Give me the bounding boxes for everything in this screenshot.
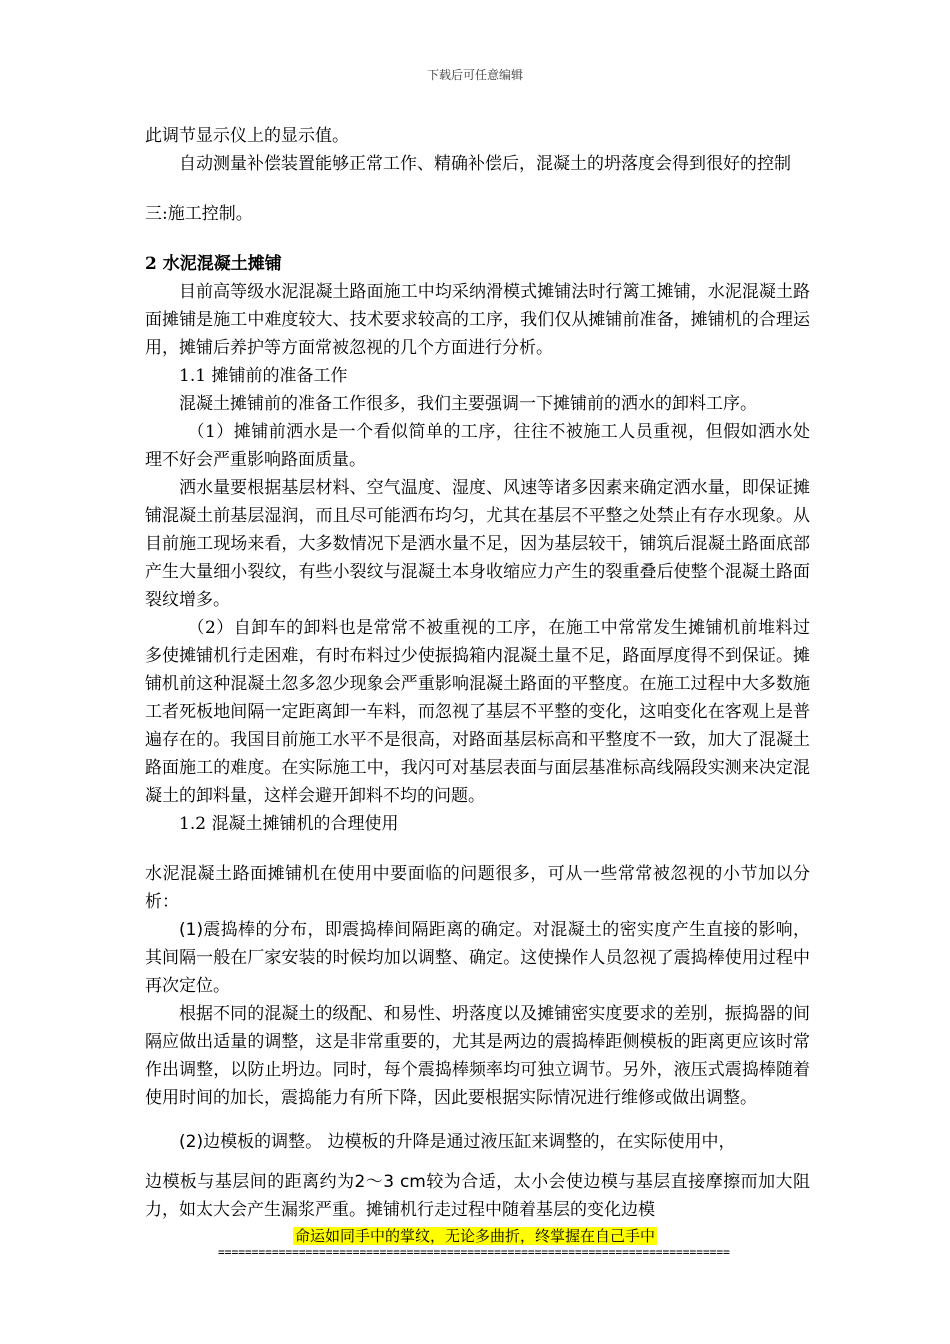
document-body — [145, 122, 810, 1224]
page-header: 下载后可任意编辑 — [426, 68, 523, 82]
section-heading: 2 水泥混凝土摊铺 — [145, 254, 282, 274]
measurement: 2～3 cm — [354, 1172, 426, 1192]
paragraph: 洒水量要根据基层材料、空气温度、湿度、风速等诸多因素来确定洒水量，即保证摊铺混凝土前基层湿润，而且尽可能洒布均匀，尤其在基层不平整之处禁止有存水现象。从目前施工现场来看，大多数情况下是洒水量不足，因为基层较干，铺筑后混凝土路面底部产生大量细小裂纹，有些小裂纹与混凝土本身收缩应力产生的裂重叠后使整个混凝土路面裂纹增多。 — [145, 478, 810, 610]
paragraph: 此调节显示仪上的显示值。 — [145, 126, 349, 146]
section-label: 三:施工控制。 — [145, 204, 253, 224]
paragraph: （1）摊铺前洒水是一个看似简单的工序，往往不被施工人员重视，但假如洒水处理不好会严重影响路面质量。 — [145, 422, 810, 470]
paragraph — [145, 1128, 810, 1156]
highlighted-motto: 命运如同手中的掌纹，无论多曲折，终掌握在自己手中 — [294, 1227, 655, 1245]
paragraph: 水泥混凝土路面摊铺机在使用中要面临的问题很多，可从一些常常被忽视的小节加以分析： — [145, 864, 810, 912]
footer-divider: ============================================================================ — [218, 1246, 730, 1259]
paragraph: 目前高等级水泥混凝土路面施工中均采纳滑模式摊铺法时行篱工摊铺，水泥混凝土路面摊铺是施工中难度较大、技术要求较高的工序，我们仅从摊铺前准备，摊铺机的合理运用，摊铺后养护等方面常被忽视的几个方面进行分析。 — [145, 282, 810, 358]
item-text: 边模板的调整。 边模板的升降是通过液压缸来调整的，在实际使用中， — [203, 1132, 736, 1152]
footer-motto — [0, 1225, 950, 1246]
item-number: (2) — [179, 1132, 204, 1152]
paragraph: 混凝土摊铺前的准备工作很多，我们主要强调一下摊铺前的洒水的卸料工序。 — [179, 394, 757, 414]
paragraph: （2）自卸车的卸料也是常常不被重视的工序，在施工中常常发生摊铺机前堆料过多使摊铺机行走困难，有时布料过少使振捣箱内混凝土量不足，路面厚度得不到保证。摊铺机前这种混凝土忽多忽少现象会严重影响混凝土路面的平整度。在施工过程中大多数施工者死板地间隔一定距离卸一车料，而忽视了基层不平整的变化，这咱变化在客观上是普遍存在的。我国目前施工水平不是很高，对路面基层标高和平整度不一致，加大了混凝土路面施工的难度。在实际施工中，我闪可对基层表面与面层基准标高线隔段实测来决定混凝土的卸料量，这样会避开卸料不均的问题。 — [145, 618, 810, 806]
paragraph: 边模板与基层间的距离约为2～3 cm较为合适，太小会使边模与基层直接摩擦而加大阻力，如太大会产生漏浆严重。摊铺机行走过程中随着基层的变化边模 — [145, 1172, 810, 1220]
paragraph — [145, 916, 810, 1000]
subsection-heading: 1.1 摊铺前的准备工作 — [179, 366, 348, 386]
paragraph: 根据不同的混凝土的级配、和易性、坍落度以及摊铺密实度要求的差别，振捣器的间隔应做出适量的调整，这是非常重要的，尤其是两边的震捣棒距侧模板的距离更应该时常作出调整，以防止坍边。同时，每个震捣棒频率均可独立调节。另外，液压式震捣棒随着使用时间的加长，震捣能力有所下降，因此要根据实际情况进行维修或做出调整。 — [145, 1004, 810, 1108]
item-number: (1) — [179, 920, 204, 940]
item-text: 震捣棒的分布，即震捣棒间隔距离的确定。对混凝土的密实度产生直接的影响，其间隔一般在厂家安装的时候均加以调整、确定。这使操作人员忽视了震捣棒使用过程中再次定位。 — [145, 920, 810, 996]
subsection-heading: 1.2 混凝土摊铺机的合理使用 — [179, 814, 399, 834]
paragraph: 自动测量补偿装置能够正常工作、精确补偿后，混凝土的坍落度会得到很好的控制 — [179, 154, 791, 174]
